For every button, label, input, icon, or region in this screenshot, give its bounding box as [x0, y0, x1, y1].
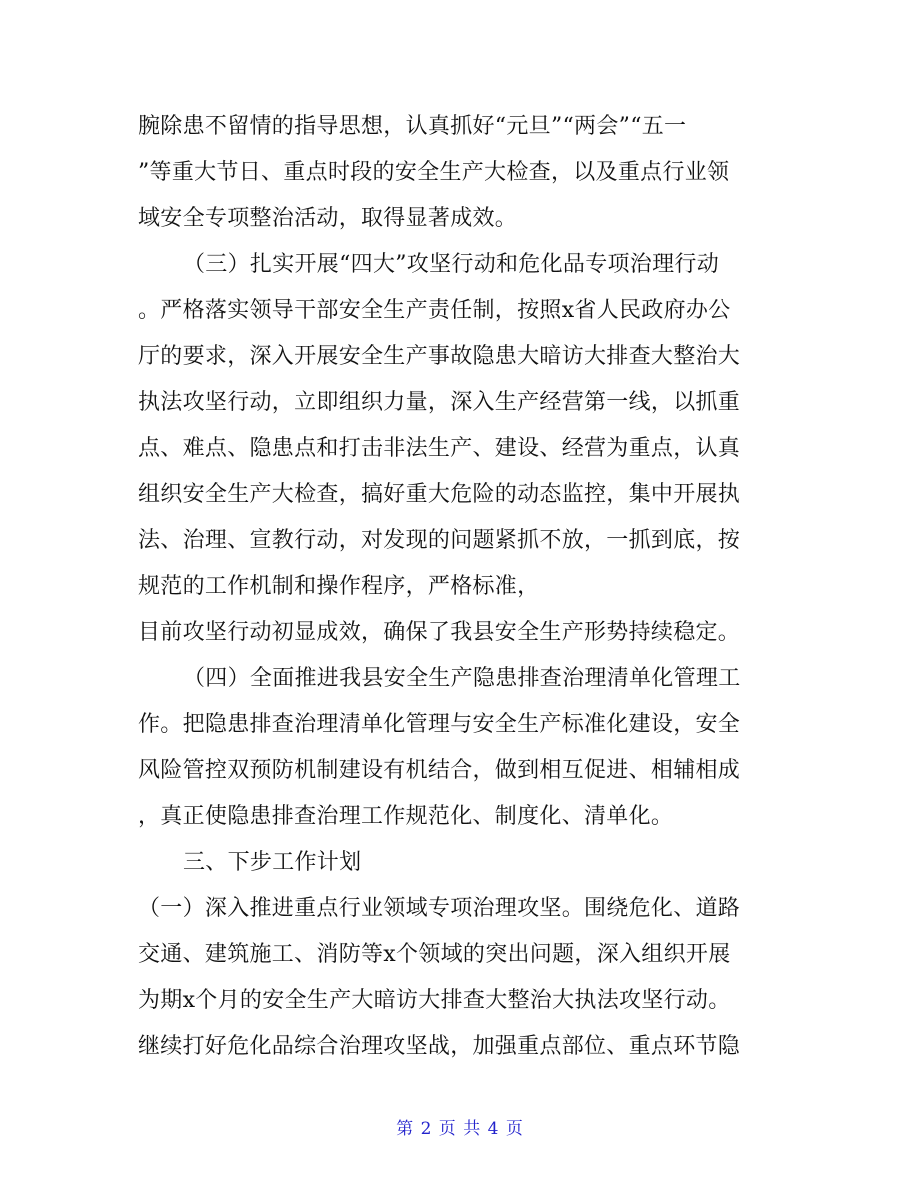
paragraph-start-line: （四）全面推进我县安全生产隐患排查治理清单化管理工 — [183, 666, 741, 691]
text-line: 风险管控双预防机制建设有机结合，做到相互促进、相辅相成 — [138, 758, 741, 783]
text-line: 交通、建筑施工、消防等x个领域的突出问题，深入组织开展 — [138, 942, 731, 967]
paragraph-start-line: （三）扎实开展“四大”攻坚行动和危化品专项治理行动 — [183, 252, 719, 277]
text-line: 目前攻坚行动初显成效，确保了我县安全生产形势持续稳定。 — [138, 620, 741, 645]
text-line: ”等重大节日、重点时段的安全生产大检查，以及重点行业领 — [138, 160, 730, 185]
text-line: 规范的工作机制和操作程序，严格标准， — [138, 574, 540, 599]
text-line: 作。把隐患排查治理清单化管理与安全生产标准化建设，安全 — [138, 712, 741, 737]
text-line: ，真正使隐患排查治理工作规范化、制度化、清单化。 — [138, 804, 674, 829]
text-line: 组织安全生产大检查，搞好重大危险的动态监控，集中开展执 — [138, 482, 741, 507]
text-line: 继续打好危化品综合治理攻坚战，加强重点部位、重点环节隐 — [138, 1034, 741, 1059]
text-line: 腕除患不留情的指导思想，认真抓好“元旦”“两会”“五一 — [138, 114, 687, 139]
text-line: 法、治理、宣教行动，对发现的问题紧抓不放，一抓到底，按 — [138, 528, 741, 553]
text-line: 。严格落实领导干部安全生产责任制，按照x省人民政府办公 — [138, 298, 731, 323]
text-line: （一）深入推进重点行业领域专项治理攻坚。围绕危化、道路 — [138, 896, 741, 921]
text-line: 为期x个月的安全生产大暗访大排查大整治大执法攻坚行动。 — [138, 988, 731, 1013]
page-number-footer: 第 2 页 共 4 页 — [396, 1119, 524, 1139]
text-line: 执法攻坚行动，立即组织力量，深入生产经营第一线，以抓重 — [138, 390, 741, 415]
text-line: 点、难点、隐患点和打击非法生产、建设、经营为重点，认真 — [138, 436, 741, 461]
section-heading: 三、下步工作计划 — [183, 850, 362, 875]
text-line: 域安全专项整治活动，取得显著成效。 — [138, 206, 518, 231]
text-line: 厅的要求，深入开展安全生产事故隐患大暗访大排查大整治大 — [138, 344, 741, 369]
